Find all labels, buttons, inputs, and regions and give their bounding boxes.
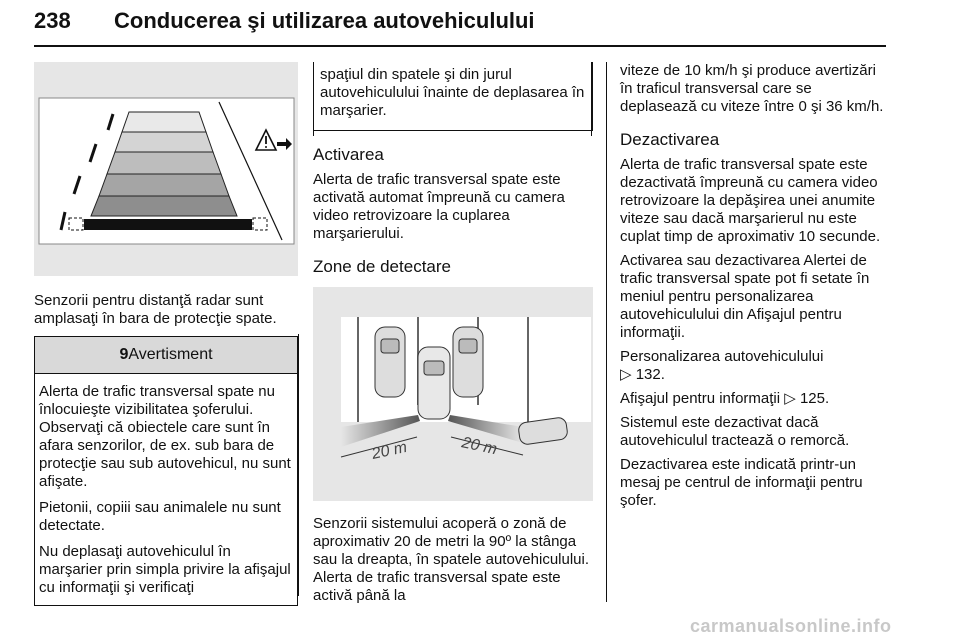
personalization-page-ref[interactable]: 132.: [635, 366, 665, 383]
info-display-text: [620, 390, 888, 408]
column-left: [34, 62, 298, 606]
sensor-location-text: Senzorii pentru distanţă radar sunt amplasaţi în bara de protecţie spate.: [34, 292, 277, 327]
continuation-box-right-edge: [591, 62, 592, 136]
detection-zones-heading: Zone de detectare: [313, 257, 451, 276]
personalization-text: [620, 348, 888, 384]
warning-paragraph-1: Alerta de trafic transversal spate nu înlocuieşte vizibilitatea şoferului. Observaţi că obiectele care sunt în afara senzorilor, de ex. sub bara de protecţie sau sub autovehicul, nu sunt afişate.: [39, 383, 291, 490]
column-right: [620, 62, 888, 510]
column-middle: [313, 62, 593, 605]
speed-range-text: viteze de 10 km/h şi produce avertizări în traficul transversal care se deplasează cu viteze între 0 şi 36 km/h.: [620, 62, 884, 115]
left-distance-label: 20 m: [370, 438, 409, 463]
warning-symbol-icon: 9: [119, 346, 129, 363]
continuation-box-left-edge: [313, 62, 314, 136]
trailer-text: Sistemul este dezactivat dacă autovehiculul tractează o remorcă.: [620, 414, 850, 449]
info-display-page-ref[interactable]: 125.: [799, 390, 830, 407]
page-number: 238: [34, 8, 71, 33]
warning-title: Avertisment: [128, 346, 213, 363]
warning-paragraph-2: Pietonii, copiii sau animalele nu sunt detectate.: [39, 499, 281, 534]
detection-zone-diagram: [313, 287, 593, 501]
deactivation-heading: Dezactivarea: [620, 130, 720, 149]
watermark: carmanualsonline.info: [690, 616, 892, 636]
deactivation-message-text: Dezactivarea este indicată printr-un mesaj pe centrul de informaţii pentru şofer.: [620, 456, 863, 509]
detection-zone-figure: [313, 287, 593, 501]
warning-box: [34, 336, 298, 606]
coverage-text: Senzorii sistemului acoperă o zonă de aproximativ 20 de metri la 90º la stânga sau la dreapta, în spatele autovehiculului. Alerta de trafic transversal spate este activă până la: [313, 515, 590, 604]
activation-heading: Activarea: [313, 145, 384, 164]
activation-text: Alerta de trafic transversal spate este activată automat împreună cu camera video retrovizoare la cuplarea marşarierului.: [313, 171, 565, 242]
page-ref-icon: ▷: [784, 390, 796, 407]
warning-continuation-text: spaţiul din spatele şi din jurul autovehiculului înainte de deplasarea în marşarier.: [320, 66, 585, 119]
personalization-label: Personalizarea autovehiculului: [620, 348, 824, 365]
rear-camera-figure: [34, 62, 298, 276]
rear-camera-display: [34, 62, 298, 276]
settings-text: Activarea sau dezactivarea Alertei de trafic transversal spate pot fi setate în meniul pentru personalizarea autovehiculului din Afişajul pentru informaţii.: [620, 252, 870, 341]
page-ref-icon: ▷: [620, 366, 632, 383]
info-display-label: Afişajul pentru informaţii: [620, 390, 781, 407]
warning-box-right-edge: [298, 334, 299, 596]
chapter-title: Conducerea şi utilizarea autovehiculului: [114, 8, 535, 33]
column-divider: [606, 62, 607, 602]
warning-paragraph-3: Nu deplasaţi autovehiculul în marşarier prin simpla privire la afişajul cu informaţii şi verificaţi: [39, 543, 291, 596]
deactivation-text: Alerta de trafic transversal spate este dezactivată împreună cu camera video retrovizoare la depăşirea unei anumite viteze sau dacă marşarierul nu este cuplat timp de aproximativ 10 secunde.: [620, 156, 881, 245]
warning-continuation-box: [313, 62, 593, 131]
warning-body: [35, 374, 297, 597]
page-header: [34, 8, 886, 48]
warning-header: [35, 336, 297, 374]
header-rule: [34, 45, 886, 47]
right-distance-label: 20 m: [460, 434, 499, 459]
